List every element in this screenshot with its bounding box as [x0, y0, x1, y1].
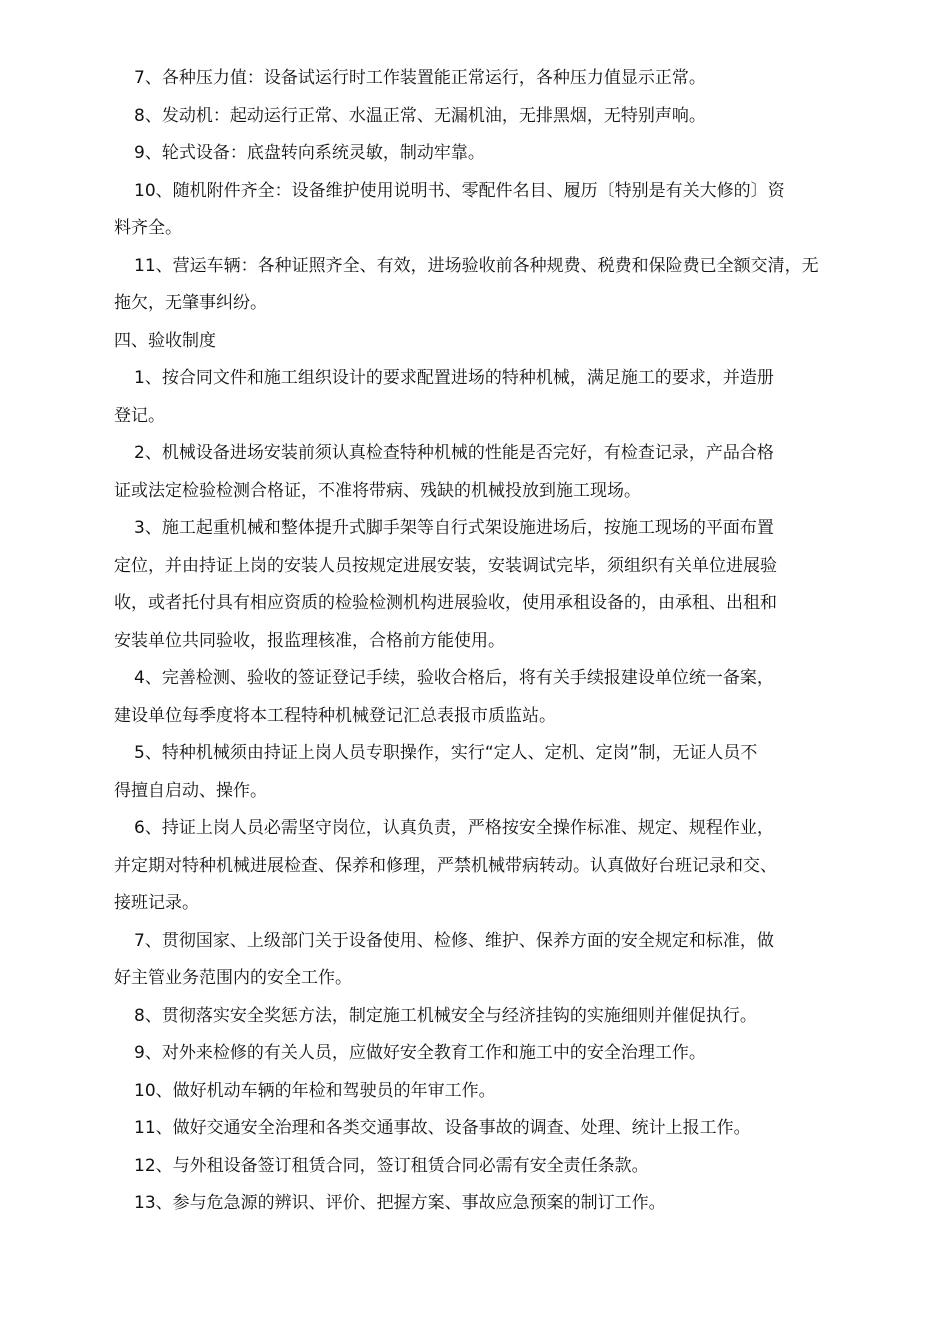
document-body [114, 60, 862, 1223]
text-line: 1、按合同文件和施工组织设计的要求配置进场的特种机械，满足施工的要求，并造册 [134, 368, 774, 388]
text-line: 安装单位共同验收，报监理核准，合格前方能使用。 [114, 630, 505, 651]
text-line: 8、发动机：起动运行正常、水温正常、无漏机油，无排黑烟，无特别声响。 [134, 105, 706, 126]
text-line: 拖欠，无肇事纠纷。 [114, 293, 267, 313]
text-line: 收，或者托付具有相应资质的检验检测机构进展验收，使用承租设备的，由承租、出租和 [114, 593, 777, 613]
text-line: 8、贯彻落实安全奖惩方法，制定施工机械安全与经济挂钩的实施细则并催促执行。 [134, 1005, 757, 1026]
text-line: 9、对外来检修的有关人员，应做好安全教育工作和施工中的安全治理工作。 [134, 1043, 706, 1063]
text-line: 10、做好机动车辆的年检和驾驶员的年审工作。 [134, 1080, 496, 1101]
text-line: 料齐全。 [114, 218, 182, 238]
text-line: 9、轮式设备：底盘转向系统灵敏，制动牢靠。 [134, 143, 485, 163]
text-line: 10、随机附件齐全：设备维护使用说明书、零配件名目、履历〔特别是有关大修的〕资 [134, 180, 785, 201]
text-line: 并定期对特种机械进展检查、保养和修理，严禁机械带病转动。认真做好台班记录和交、 [114, 855, 777, 876]
text-line: 11、营运车辆：各种证照齐全、有效，进场验收前各种规费、税费和保险费已全额交清，无 [134, 255, 819, 276]
text-line: 接班记录。 [114, 893, 199, 913]
text-line: 13、参与危急源的辨识、评价、把握方案、事故应急预案的制订工作。 [134, 1193, 666, 1213]
text-line: 6、持证上岗人员必需坚守岗位，认真负责，严格按安全操作标准、规定、规程作业， [134, 818, 774, 838]
text-line: 得擅自启动、操作。 [114, 780, 267, 801]
text-line: 12、与外租设备签订租赁合同，签订租赁合同必需有安全责任条款。 [134, 1155, 649, 1176]
text-line: 证或法定检验检测合格证，不准将带病、残缺的机械投放到施工现场。 [114, 480, 641, 501]
text-line: 3、施工起重机械和整体提升式脚手架等自行式架设施进场后，按施工现场的平面布置 [134, 518, 774, 538]
text-line: 定位，并由持证上岗的安装人员按规定进展安装，安装调试完毕，须组织有关单位进展验 [114, 555, 777, 576]
text-line: 登记。 [114, 405, 165, 426]
text-line: 11、做好交通安全治理和各类交通事故、设备事故的调查、处理、统计上报工作。 [134, 1118, 751, 1138]
text-line: 四、验收制度 [114, 330, 216, 351]
text-line: 7、各种压力值：设备试运行时工作装置能正常运行，各种压力值显示正常。 [134, 68, 706, 88]
text-line: 好主管业务范围内的安全工作。 [114, 968, 352, 988]
text-line: 4、完善检测、验收的签证登记手续，验收合格后，将有关手续报建设单位统一备案， [134, 668, 774, 688]
text-line: 建设单位每季度将本工程特种机械登记汇总表报市质监站。 [114, 705, 556, 726]
text-line: 5、特种机械须由持证上岗人员专职操作，实行“定人、定机、定岗”制，无证人员不 [134, 743, 758, 763]
text-line: 2、机械设备进场安装前须认真检查特种机械的性能是否完好，有检查记录，产品合格 [134, 443, 774, 463]
text-line: 7、贯彻国家、上级部门关于设备使用、检修、维护、保养方面的安全规定和标准，做 [134, 930, 774, 951]
